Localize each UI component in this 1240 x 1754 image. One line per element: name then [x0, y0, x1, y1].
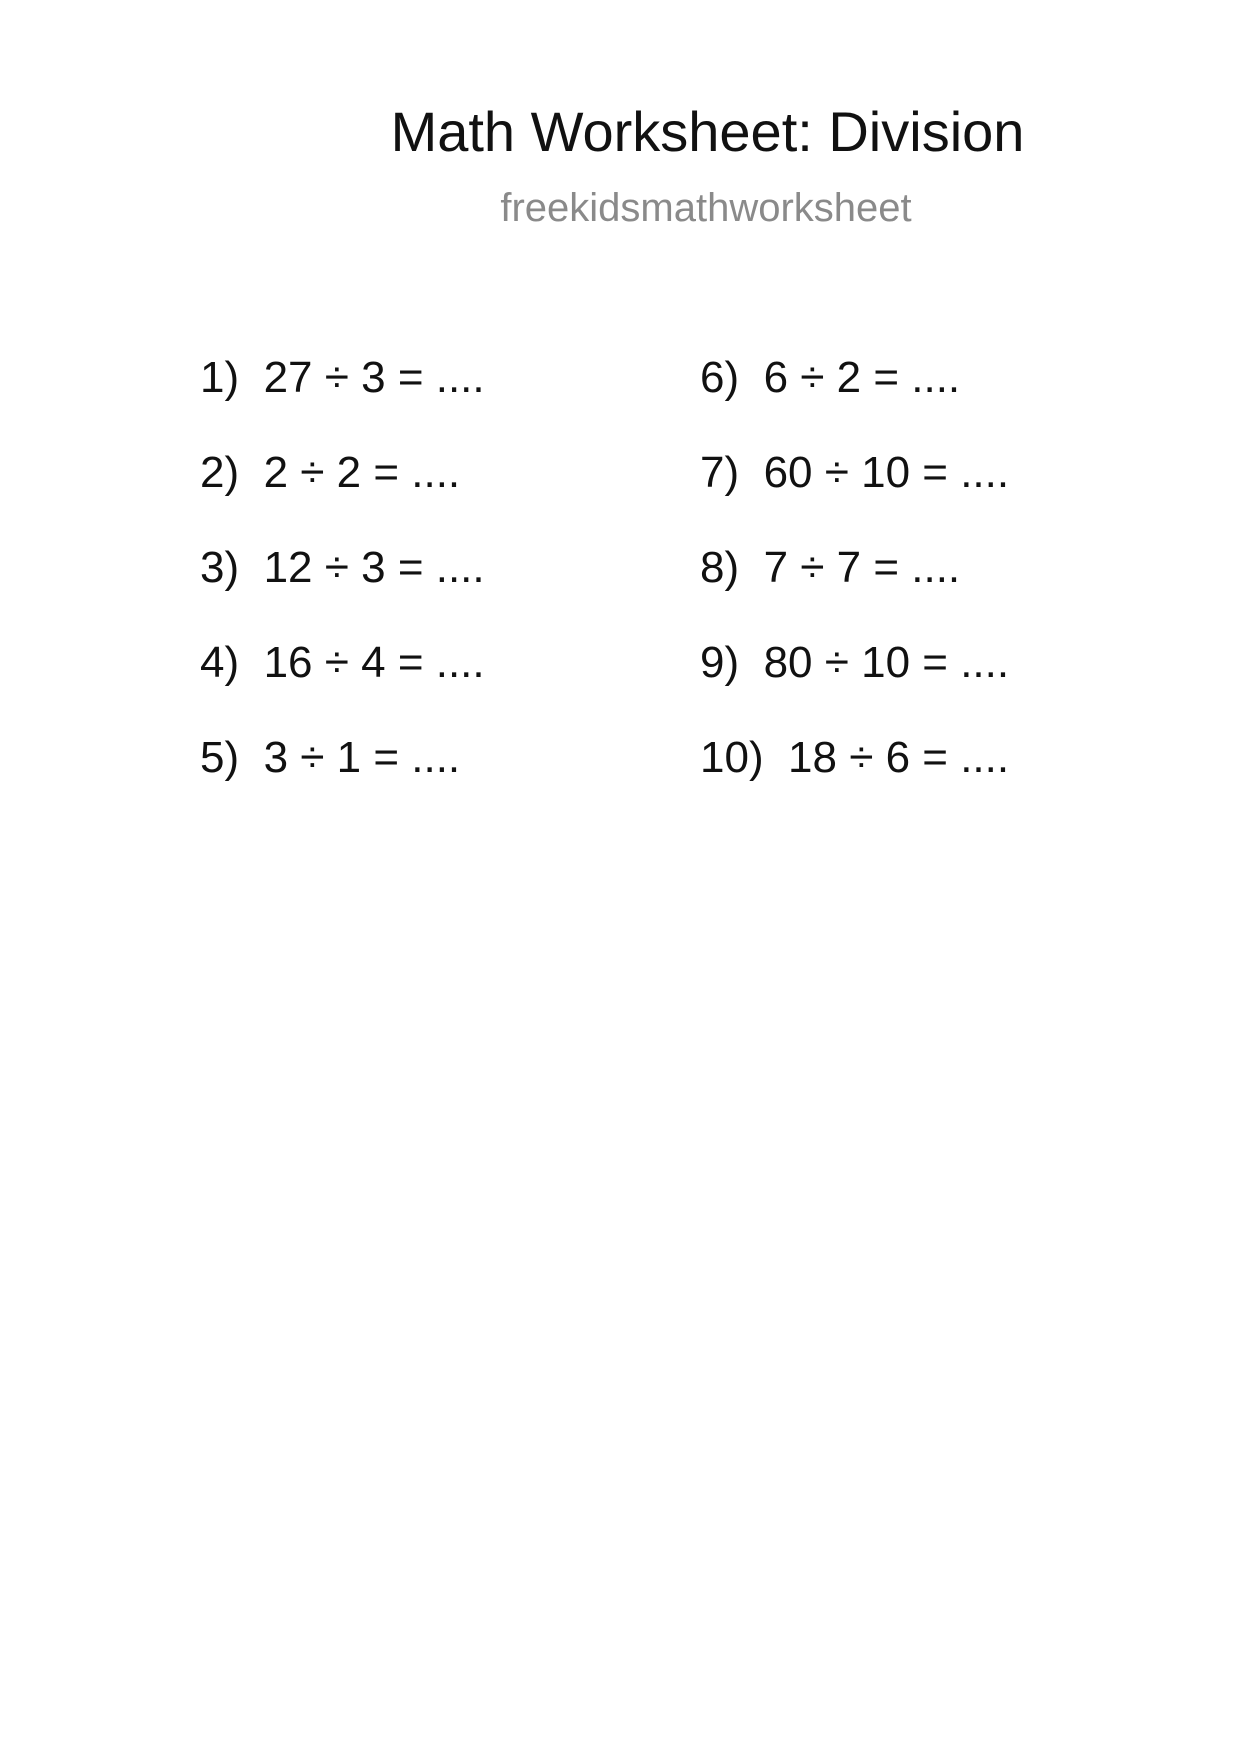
problem-number: 6)	[700, 353, 740, 402]
problem-expression: 12 ÷ 3 = ....	[263, 543, 485, 592]
page-title: Math Worksheet: Division	[390, 100, 1025, 163]
problem-item	[200, 352, 485, 447]
problem-expression: 7 ÷ 7 = ....	[763, 543, 961, 592]
problem-expression: 80 ÷ 10 = ....	[763, 638, 1010, 687]
problem-number: 9)	[700, 638, 740, 687]
problem-item	[700, 447, 1009, 542]
problem-expression: 16 ÷ 4 = ....	[263, 638, 485, 687]
problem-number: 8)	[700, 543, 740, 592]
problem-number: 10)	[700, 733, 764, 782]
problem-item	[200, 542, 485, 637]
problem-expression: 2 ÷ 2 = ....	[263, 448, 461, 497]
problem-number: 3)	[200, 543, 240, 592]
problem-column-right	[700, 352, 1009, 827]
problem-item	[700, 732, 1009, 827]
problem-expression: 3 ÷ 1 = ....	[263, 733, 461, 782]
problem-item	[200, 732, 485, 827]
problem-expression: 27 ÷ 3 = ....	[263, 353, 485, 402]
problem-column-left	[200, 352, 485, 827]
problem-item	[200, 637, 485, 732]
problem-item	[700, 542, 1009, 637]
problem-number: 4)	[200, 638, 240, 687]
problem-expression: 60 ÷ 10 = ....	[763, 448, 1010, 497]
problem-item	[700, 352, 1009, 447]
problem-number: 2)	[200, 448, 240, 497]
problem-number: 5)	[200, 733, 240, 782]
problem-item	[200, 447, 485, 542]
page-subtitle: freekidsmathworksheet	[500, 186, 912, 230]
problem-expression: 18 ÷ 6 = ....	[788, 733, 1010, 782]
problem-expression: 6 ÷ 2 = ....	[763, 353, 961, 402]
problem-number: 1)	[200, 353, 240, 402]
problem-number: 7)	[700, 448, 740, 497]
problem-item	[700, 637, 1009, 732]
